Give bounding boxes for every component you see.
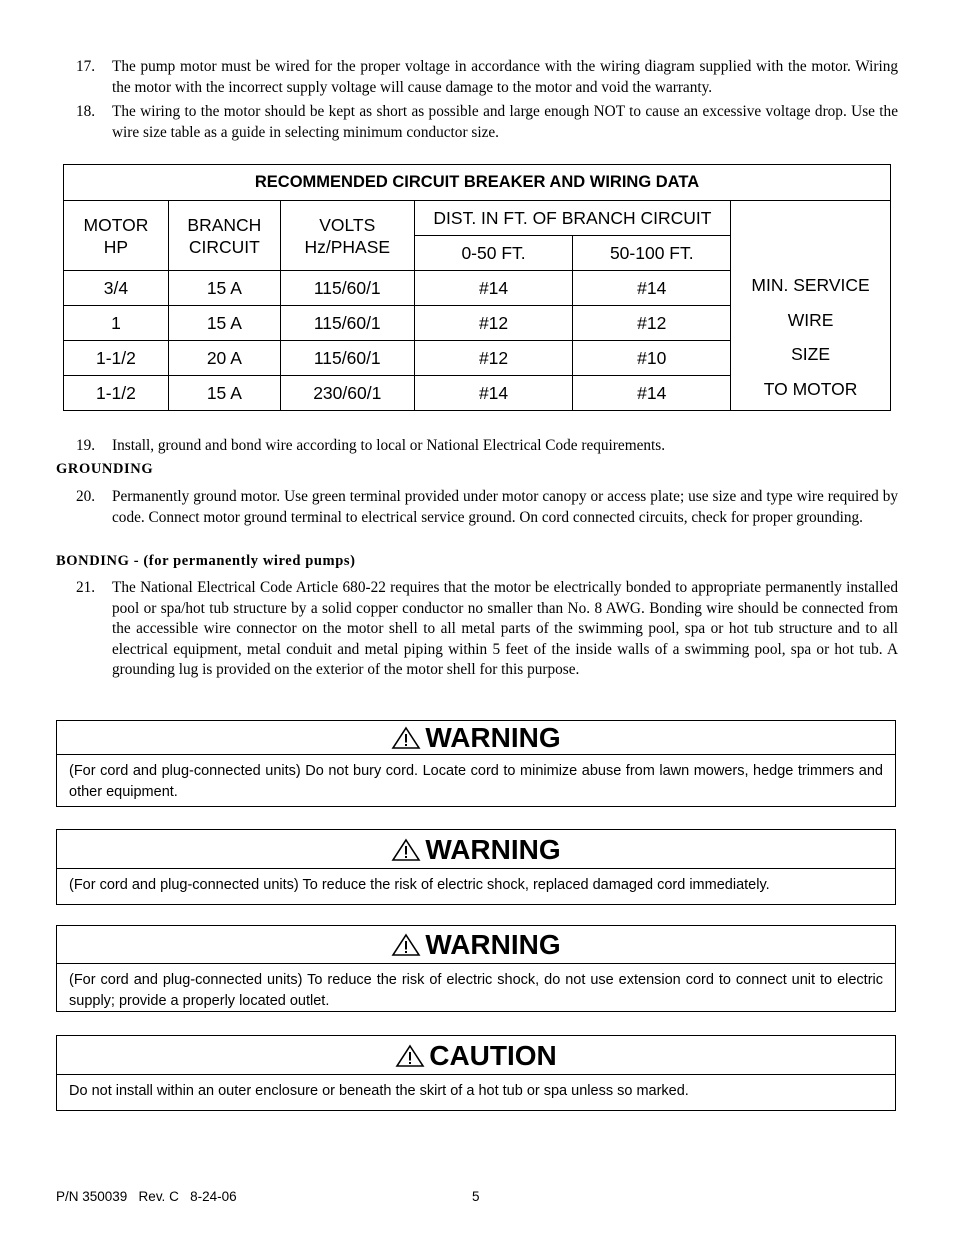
table-row: 3/4 15 A 115/60/1 #14 #14 — [64, 271, 891, 306]
notice-text: (For cord and plug-connected units) To reduce the risk of electric shock, do not use extension cord to connect unit to electric supply; provide a properly located outlet. — [69, 972, 883, 1009]
warning-triangle-icon — [391, 726, 421, 750]
item-number: 20. — [76, 488, 96, 505]
item-text: The pump motor must be wired for the proper voltage in accordance with the wiring diagram supplied with the motor. Wiring the motor with the incorrect supply voltage will cause damage to the motor and void the warranty. — [112, 58, 898, 96]
notice-text: (For cord and plug-connected units) To reduce the risk of electric shock, replaced damaged cord immediately. — [69, 877, 770, 893]
wiring-data-table — [63, 164, 891, 411]
header-distance: DIST. IN FT. OF BRANCH CIRCUIT — [414, 201, 730, 236]
notice-header — [57, 1036, 895, 1075]
table-row: 1-1/2 15 A 230/60/1 #14 #14 — [64, 376, 891, 411]
warning-triangle-icon — [391, 933, 421, 957]
item-text: The National Electrical Code Article 680-22 requires that the motor be electrically bonded to appropriate permanently installed pool or spa/hot tub structure by a solid copper conductor no smaller than No. 8 AWG. Bonding wire should be connected from the accessible wire connector on the motor shell to all metal parts of the swimming pool, spa or hot tub structure and to all electrical equipment, metal conduit and metal piping within 5 feet of the inside walls of a swimming pool, spa or hot tub. A grounding lug is provided on the exterior of the motor shell for this purpose. — [112, 579, 898, 679]
instruction-item-17 — [76, 57, 898, 98]
instruction-item-18 — [76, 102, 898, 143]
notice-header — [57, 721, 895, 755]
caution-box-enclosure — [56, 1035, 896, 1111]
grounding-heading: GROUNDING — [56, 461, 154, 477]
page-number: 5 — [472, 1189, 480, 1204]
table-row: 1 15 A 115/60/1 #12 #12 — [64, 306, 891, 341]
header-dist-50-100: 50-100 FT. — [573, 236, 731, 271]
item-text: Install, ground and bond wire according to local or National Electrical Code requirements. — [112, 437, 666, 454]
warning-box-damaged-cord — [56, 829, 896, 905]
warning-triangle-icon — [391, 838, 421, 862]
instruction-item-19 — [76, 436, 898, 457]
table-title: RECOMMENDED CIRCUIT BREAKER AND WIRING DATA — [64, 165, 891, 201]
header-volts: VOLTS Hz/PHASE — [280, 201, 414, 271]
notice-title: CAUTION — [429, 1040, 557, 1071]
header-branch-circuit: BRANCH CIRCUIT — [168, 201, 280, 271]
item-number: 17. — [76, 58, 96, 75]
header-dist-0-50: 0-50 FT. — [414, 236, 573, 271]
item-number: 21. — [76, 579, 96, 596]
item-number: 18. — [76, 103, 96, 120]
warning-triangle-icon — [395, 1044, 425, 1068]
notice-title: WARNING — [425, 929, 561, 960]
part-number: P/N 350039 Rev. C 8-24-06 — [56, 1189, 237, 1204]
min-service-wire-cell: MIN. SERVICE WIRE SIZE TO MOTOR — [731, 201, 891, 411]
notice-header — [57, 830, 895, 869]
instruction-item-21 — [76, 578, 898, 681]
warning-box-extension-cord — [56, 925, 896, 1012]
item-text: Permanently ground motor. Use green terminal provided under motor canopy or access plate; use size and type wire required by code. Connect motor ground terminal to electrical service ground. On cord connected circuits, check for proper grounding. — [112, 488, 898, 526]
warning-box-bury-cord — [56, 720, 896, 807]
header-motor-hp: MOTOR HP — [64, 201, 169, 271]
notice-text: (For cord and plug-connected units) Do not bury cord. Locate cord to minimize abuse from lawn mowers, hedge trimmers and other equipment. — [69, 763, 883, 800]
notice-title: WARNING — [425, 834, 561, 865]
instruction-item-20 — [76, 487, 898, 528]
notice-header — [57, 926, 895, 964]
notice-text: Do not install within an outer enclosure or beneath the skirt of a hot tub or spa unless so marked. — [69, 1083, 689, 1099]
bonding-heading: BONDING - (for permanently wired pumps) — [56, 553, 356, 569]
notice-title: WARNING — [425, 722, 561, 753]
table-row: 1-1/2 20 A 115/60/1 #12 #10 — [64, 341, 891, 376]
item-text: The wiring to the motor should be kept as short as possible and large enough NOT to cause an excessive voltage drop. Use the wire size table as a guide in selecting minimum conductor size. — [112, 103, 898, 141]
item-number: 19. — [76, 437, 96, 454]
